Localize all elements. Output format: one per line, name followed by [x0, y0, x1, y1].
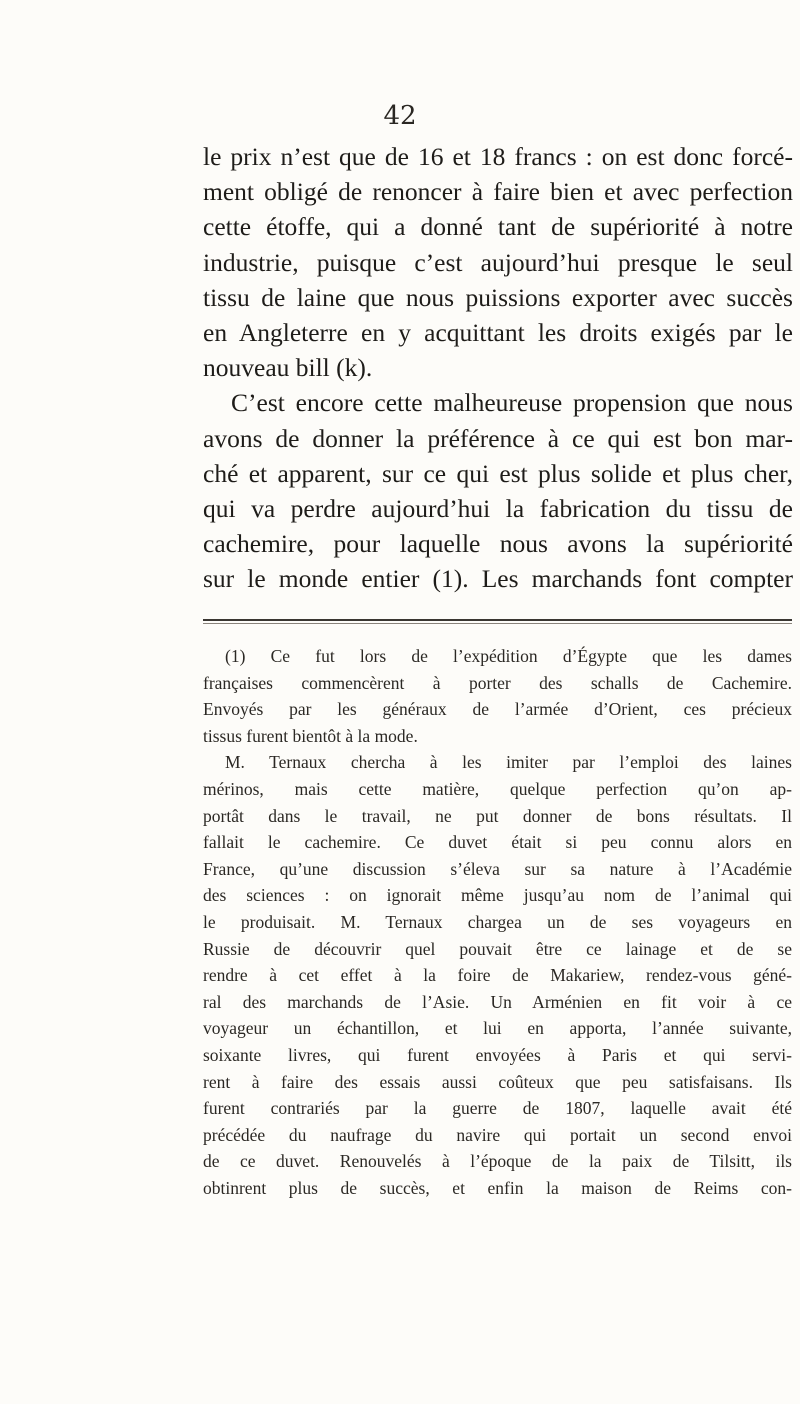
- footnote-separator: [203, 619, 792, 624]
- footnote-line: soixante livres, qui furent envoyées à Paris et qui servi-: [203, 1044, 792, 1065]
- text-line: tissu de laine que nous puissions exporter avec succès: [203, 282, 793, 312]
- footnote-line: Russie de découvrir quel pouvait être ce lainage et de se: [203, 938, 792, 959]
- footnote-line: portât dans le travail, ne put donner de bons résultats. Il: [203, 805, 792, 826]
- footnote-line: France, qu’une discussion s’éleva sur sa nature à l’Académie: [203, 858, 792, 879]
- text-line: qui va perdre aujourd’hui la fabrication du tissu de: [203, 494, 793, 524]
- text-line: nouveau bill (k).: [203, 353, 373, 383]
- footnote-line: de ce duvet. Renouvelés à l’époque de la paix de Tilsitt, ils: [203, 1151, 792, 1172]
- footnote-line: le produisait. M. Ternaux chargea un de ses voyageurs en: [203, 911, 792, 932]
- text-line: industrie, puisque c’est aujourd’hui presque le seul: [203, 247, 793, 277]
- text-line: avons de donner la préférence à ce qui est bon mar-: [203, 423, 793, 453]
- text-line: en Angleterre en y acquittant les droits exigés par le: [203, 318, 793, 348]
- footnote-line: voyageur un échantillon, et lui en apporta, l’année suivante,: [203, 1018, 792, 1039]
- text-line: sur le monde entier (1). Les marchands font compter: [203, 564, 793, 594]
- text-line: ment obligé de renoncer à faire bien et avec perfection: [203, 177, 793, 207]
- page-number: 42: [383, 101, 417, 131]
- footnote-line: précédée du naufrage du navire qui portait un second envoi: [203, 1124, 792, 1145]
- text-line: cette étoffe, qui a donné tant de supériorité à notre: [203, 212, 793, 242]
- footnote-line: tissus furent bientôt à la mode.: [203, 725, 418, 746]
- footnote-line: mérinos, mais cette matière, quelque perfection qu’on ap-: [203, 778, 792, 799]
- footnote-line: rent à faire des essais aussi coûteux que peu satisfaisans. Ils: [203, 1071, 792, 1092]
- footnote-line: fallait le cachemire. Ce duvet était si peu connu alors en: [203, 832, 792, 853]
- footnote: [203, 643, 792, 1201]
- footnote-line: rendre à cet effet à la foire de Makariew, rendez-vous géné-: [203, 965, 792, 986]
- footnote-line: (1) Ce fut lors de l’expédition d’Égypte que les dames: [225, 646, 792, 666]
- footnote-line: M. Ternaux chercha à les imiter par l’emploi des laines: [225, 752, 792, 773]
- text-line: ché et apparent, sur ce qui est plus solide et plus cher,: [203, 458, 793, 488]
- text-line: le prix n’est que de 16 et 18 francs : on est donc forcé-: [203, 142, 793, 171]
- footnote-line: françaises commencèrent à porter des schalls de Cachemire.: [203, 672, 792, 693]
- text-line: cachemire, pour laquelle nous avons la supériorité: [203, 529, 793, 559]
- text-line: C’est encore cette malheureuse propension que nous: [231, 388, 793, 418]
- footnote-line: Envoyés par les généraux de l’armée d’Orient, ces précieux: [203, 699, 792, 720]
- footnote-line: furent contrariés par la guerre de 1807, laquelle avait été: [203, 1098, 792, 1119]
- main-text: [203, 139, 793, 597]
- footnote-line: des sciences : on ignorait même jusqu’au nom de l’animal qui: [203, 885, 792, 906]
- footnote-line: ral des marchands de l’Asie. Un Arménien en fit voir à ce: [203, 991, 792, 1012]
- footnote-line: obtinrent plus de succès, et enfin la maison de Reims con-: [203, 1177, 792, 1198]
